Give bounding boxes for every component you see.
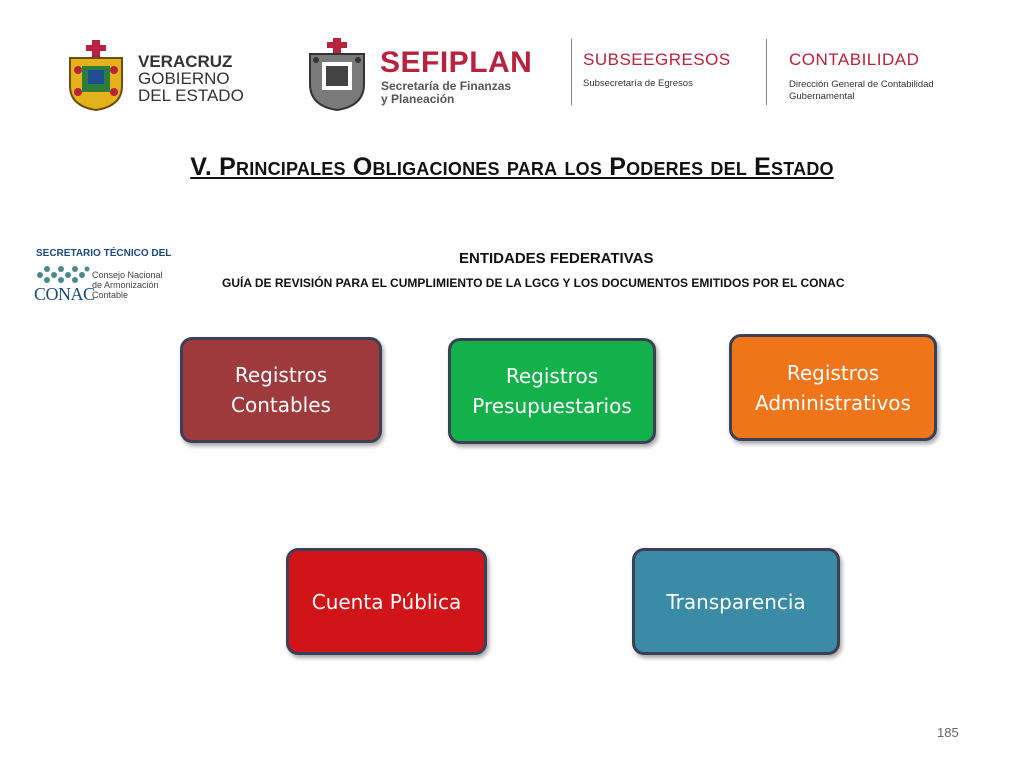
conac-secretario-label: SECRETARIO TÉCNICO DEL [36,248,172,259]
header-divider [571,39,572,105]
subseegresos-subtitle: Subsecretaría de Egresos [583,78,693,89]
sefiplan-logo-text: SEFIPLAN [380,46,533,79]
contabilidad-subtitle: Dirección General de Contabilidad Gubernamental [789,79,934,102]
veracruz-gobierno-text: VERACRUZ GOBIERNO DEL ESTADO [138,52,244,105]
header-divider [766,39,767,105]
subseegresos-title: SUBSEEGRESOS [583,50,731,69]
conac-description: Consejo Nacional de Armonización Contable [92,270,163,300]
page-number: 185 [937,725,959,740]
veracruz-coat-of-arms-icon [64,40,128,112]
transparencia-box[interactable]: Transparencia [632,548,840,655]
guia-subheading: GUÍA DE REVISIÓN PARA EL CUMPLIMIENTO DE LA LGCG Y LOS DOCUMENTOS EMITIDOS POR EL CONAC [222,276,845,290]
contabilidad-title: CONTABILIDAD [789,50,920,69]
conac-dots-icon [36,264,90,286]
conac-logo-text: CONAC [34,284,95,304]
registros-administrativos-box[interactable]: Registros Administrativos [729,334,937,441]
sefiplan-subtitle: Secretaría de Finanzas y Planeación [381,79,512,106]
sefiplan-shield-icon [304,38,370,112]
cuenta-publica-box[interactable]: Cuenta Pública [286,548,487,655]
entidades-heading: ENTIDADES FEDERATIVAS [459,250,654,267]
registros-contables-box[interactable]: Registros Contables [180,337,382,443]
registros-presupuestarios-box[interactable]: Registros Presupuestarios [448,338,656,444]
slide-title: V. Principales Obligaciones para los Poderes del Estado [190,153,834,181]
